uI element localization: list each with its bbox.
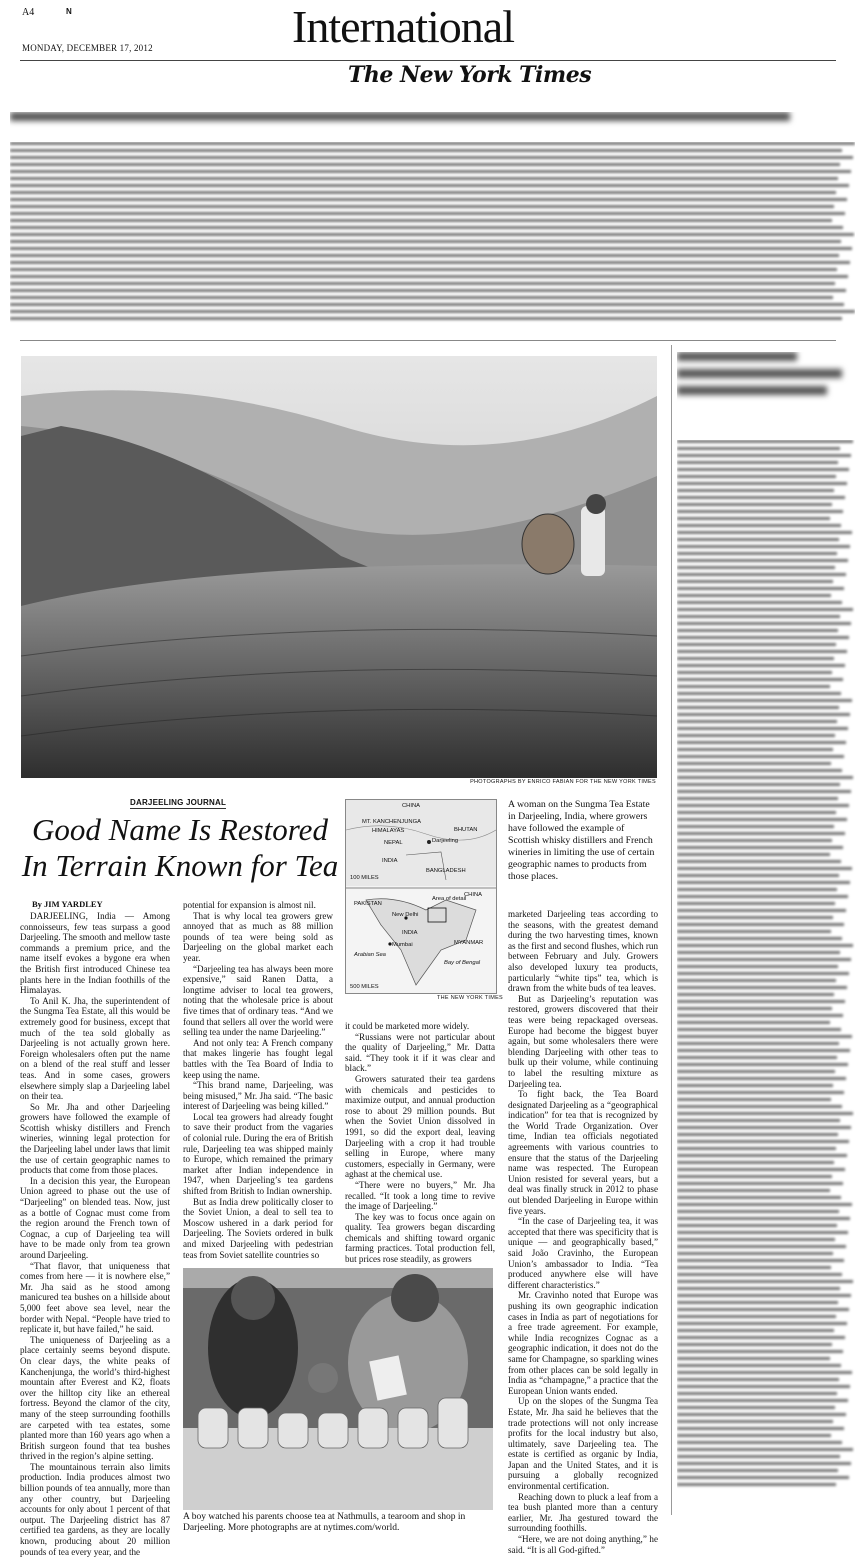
blurred-line <box>10 149 842 152</box>
blurred-line <box>677 1084 833 1087</box>
blurred-line <box>677 1035 852 1038</box>
tea-shop-photo <box>183 1268 493 1510</box>
byline: By JIM YARDLEY <box>32 899 103 909</box>
map-label: MT. KANCHENJUNGA <box>362 819 421 825</box>
blurred-line <box>677 657 834 660</box>
blurred-line <box>677 713 850 716</box>
map-label: INDIA <box>382 858 398 864</box>
blurred-line <box>10 226 843 229</box>
blurred-line <box>677 727 848 730</box>
article-column-1 <box>20 911 170 1557</box>
article-paragraph: That is why local tea growers grew annoyed that as much as 88 million pounds of tea were being sold as Darjeeling on the global market each year. <box>183 910 333 963</box>
blurred-line <box>677 993 834 996</box>
blurred-line <box>677 1427 844 1430</box>
tea-shop-image <box>183 1268 493 1510</box>
article-paragraph: The key was to focus once again on quality. Tea growers began discarding chemicals and shifting toward organic farming practices. Total production fell, but prices rose steadily, as growers <box>345 1211 495 1265</box>
blurred-line <box>677 580 833 583</box>
blurred-line <box>10 163 840 166</box>
blurred-line <box>677 1021 830 1024</box>
blurred-line <box>677 1420 833 1423</box>
blurred-line <box>677 1259 844 1262</box>
blurred-line <box>677 1133 838 1136</box>
article-paragraph: To Anil K. Jha, the superintendent of the Sungma Tea Estate, all this would be extremely good for business, except that much of the tea sold globally as Darjeeling is not actually grown here. Foreign wholesalers often put the name on a blend of the real stuff and lesser teas. And in some cases, growers elsewhere simply slap a Darjeeling label on their tea. <box>20 995 170 1102</box>
map-label: Bay of Bengal <box>444 960 481 966</box>
blurred-line <box>10 156 853 159</box>
edition-mark: N <box>66 7 72 16</box>
map-label: CHINA <box>402 803 421 809</box>
blurred-line <box>677 482 847 485</box>
blurred-line <box>10 191 836 194</box>
photo-credit: PHOTOGRAPHS BY ENRICO FABIAN FOR THE NEW YORK TIMES <box>470 779 656 785</box>
blurred-line <box>677 1140 849 1143</box>
article-paragraph: “Darjeeling tea has always been more expensive,” said Ranen Datta, a longtime adviser to local tea growers, noting that the wholesale price is about five times that of ordinary teas. “And we found that sellers all over the world were selling tea under the name Darjeeling.” <box>183 963 333 1038</box>
blurred-line <box>677 902 835 905</box>
blurred-line <box>677 1448 853 1451</box>
blurred-line <box>677 1455 840 1458</box>
article-paragraph: potential for expansion is almost nil. <box>183 900 316 910</box>
blurred-line <box>677 804 849 807</box>
blurred-line <box>677 608 853 611</box>
blurred-line <box>677 916 833 919</box>
blurred-line <box>677 839 832 842</box>
article-paragraph: “In the case of Darjeeling tea, it was accepted that there was specificity that is unique — and geographically based,” said João Cravinho, the European Union’s ambassador to India. “Tea produced anywhere else will have different characteristics.” <box>508 1216 658 1290</box>
blurred-line <box>10 282 835 285</box>
blurred-line <box>677 1000 845 1003</box>
article-paragraph: “Russians were not particular about the quality of Darjeeling,” Mr. Datta said. “They took it if it was clear and black.” <box>345 1031 495 1074</box>
blurred-line <box>677 517 830 520</box>
blurred-line <box>677 979 836 982</box>
blurred-line <box>677 1252 833 1255</box>
article-paragraph: DARJEELING, India — Among connoisseurs, few teas surpass a good Darjeeling. The smooth and mellow taste commands a premium price, and the name itself evokes a bygone era when the British first introduced Chinese tea plants here in the Indian foothills of the Himalayas. <box>20 911 170 996</box>
locator-map <box>345 799 497 994</box>
blurred-line <box>677 538 839 541</box>
blurred-line <box>677 1182 843 1185</box>
article-paragraph: “That flavor, that uniqueness that comes from here — it is nowhere else,” Mr. Jha said as he stood among manicured tea bushes on a hillside about 5,000 feet above sea level, near the border with Nepal. “People have tried to replicate it, but have failed,” he said. <box>20 1260 170 1335</box>
blurred-line <box>677 1378 839 1381</box>
article-paragraph: it could be marketed more widely. <box>345 1021 470 1031</box>
blurred-line <box>677 1091 844 1094</box>
blurred-line <box>677 671 832 674</box>
blurred-line <box>677 1014 843 1017</box>
article-paragraph: Reaching down to pluck a leaf from a tea bush planted more than a century earlier, Mr. Jha gestured toward the surrounding foothills. <box>508 1491 658 1534</box>
blurred-line <box>10 310 855 313</box>
blurred-line <box>10 198 847 201</box>
blurred-line <box>677 853 830 856</box>
blurred-line <box>677 1308 849 1311</box>
blurred-line <box>677 545 850 548</box>
article-column-3 <box>345 1021 495 1265</box>
blurred-line <box>10 296 833 299</box>
blurred-line <box>677 1476 849 1479</box>
map-label: NEPAL <box>384 840 403 846</box>
blurred-line <box>677 622 851 625</box>
blurred-line <box>677 636 849 639</box>
blurred-line <box>677 1189 830 1192</box>
blurred-line <box>677 1168 845 1171</box>
blurred-line <box>677 1434 831 1437</box>
blurred-line <box>677 909 846 912</box>
blurred-line <box>677 475 836 478</box>
blurred-line <box>677 1119 840 1122</box>
blurred-line <box>677 1245 846 1248</box>
blurred-line <box>10 289 846 292</box>
blurred-line <box>677 1007 832 1010</box>
blurred-line <box>677 1392 837 1395</box>
blurred-line <box>677 629 838 632</box>
blurred-line <box>677 601 842 604</box>
blurred-line <box>677 1203 852 1206</box>
map-label: New Delhi <box>392 912 419 918</box>
article-paragraph: So Mr. Jha and other Darjeeling growers have followed the example of Scottish whisky distillers and French wineries, winning legal protection for the Darjeeling label under laws that limit the use of certain geographic names to products that come from those places. <box>20 1101 170 1176</box>
blurred-line <box>10 219 832 222</box>
blurred-line <box>677 846 843 849</box>
blurred-line <box>677 1315 836 1318</box>
blurred-line <box>677 825 834 828</box>
blurred-line <box>677 1329 834 1332</box>
blurred-line <box>677 1280 853 1283</box>
tea-shop-caption: A boy watched his parents choose tea at Nathmulls, a tearoom and shop in Darjeeling. More photographs are at nytimes.com/world. <box>183 1512 466 1533</box>
blurred-line <box>677 930 831 933</box>
map-label: Arabian Sea <box>354 952 386 958</box>
blurred-line <box>677 965 838 968</box>
blurred-line <box>677 1098 831 1101</box>
article-paragraph: Mr. Cravinho noted that Europe was pushing its own geographic indication cases in India as part of negotiations for a free trade agreement. For example, while India recognizes Cognac as a geographic indication, it does not do the same for Champagne, so sparkling wines from other places can be sold legally in India as “champagne,” a practice that the European Union wants ended. <box>508 1290 658 1396</box>
article-paragraph: In a decision this year, the European Union agreed to phase out the use of “Darjeeling” on blended teas. Now, just as a bottle of Cognac must come from the region around the French town of Cognac, a cup of Darjeeling tea will have to be made only from tea grown around Darjeeling. <box>20 1175 170 1260</box>
article-paragraph: To fight back, the Tea Board designated Darjeeling as a “geographical indication” for tea that is recognized by the World Trade Organization. Over time, Indian tea officials negotiated agreements with various countries to ensure that the status of the Darjeeling name was respected. The European Union resisted for several years, but a deal was finally struck in 2012 to phase out blended Darjeeling in Europe within five years. <box>508 1089 658 1216</box>
map-label: PAKISTAN <box>354 901 382 907</box>
blurred-line <box>677 776 853 779</box>
blurred-line <box>677 1336 845 1339</box>
masthead: The New York Times <box>348 62 592 88</box>
map-label: Area of detail <box>432 896 467 902</box>
article-column-2 <box>183 900 333 1260</box>
blurred-line <box>10 240 841 243</box>
blurred-line <box>10 233 854 236</box>
blurred-line <box>677 692 841 695</box>
blurred-line <box>677 972 849 975</box>
blurred-line <box>10 142 855 145</box>
blurred-line <box>677 1105 842 1108</box>
blurred-line <box>677 1385 850 1388</box>
blurred-article-text <box>10 142 855 328</box>
blurred-line <box>677 664 845 667</box>
blurred-line <box>677 1126 851 1129</box>
blurred-line <box>677 769 842 772</box>
blurred-line <box>10 170 851 173</box>
map-label: INDIA <box>402 930 418 936</box>
blurred-line <box>677 678 843 681</box>
map-label: 100 MILES <box>350 875 379 881</box>
blurred-line <box>10 303 844 306</box>
blurred-line <box>677 937 842 940</box>
map-label: Mumbai <box>392 942 413 948</box>
blurred-line <box>677 503 832 506</box>
section-rule <box>20 340 836 341</box>
blurred-line <box>677 685 830 688</box>
blurred-line <box>677 797 838 800</box>
blurred-line <box>677 811 836 814</box>
article-paragraph: But as India drew politically closer to the Soviet Union, a deal to sell tea to Moscow ushered in a dark period for Darjeeling. The Soviets ordered in bulk and mixed Darjeeling with pedestrian teas from Soviet satellite countries so <box>183 1196 333 1260</box>
blurred-line <box>10 212 845 215</box>
blurred-line <box>677 1483 836 1486</box>
article-paragraph: The uniqueness of Darjeeling as a place certainly seems beyond dispute. On clear days, the white peaks of Kanchenjunga, the world’s third-highest mountain after Everest and K2, floats over the hilltop city like an ethereal fortress. Beyond the clamor of the city, many of the steep surrounding foothills are carpeted with tea estates, some planted more than 160 years ago when a British surgeon found that tea bushes thrived in the region’s alpine setting. <box>20 1334 170 1462</box>
blurred-line <box>677 706 839 709</box>
blurred-line <box>677 1077 846 1080</box>
blurred-line <box>677 559 848 562</box>
article-paragraph: The mountainous terrain also limits production. India produces almost two billion pounds of tea annually, more than any other country, but Darjeeling accounts for only about 1 percent of that output. The Darjeeling district has 87 certified tea gardens, as they are locally known, producing about 20 million pounds of tea every year, and the <box>20 1461 170 1557</box>
blurred-line <box>677 1273 842 1276</box>
blurred-line <box>677 454 851 457</box>
blurred-line <box>677 1231 848 1234</box>
map-credit: THE NEW YORK TIMES <box>437 995 504 1001</box>
blurred-line <box>677 790 851 793</box>
article-column-4 <box>508 909 658 1555</box>
blurred-line <box>677 594 831 597</box>
blurred-line <box>677 986 847 989</box>
blurred-line <box>677 510 843 513</box>
blurred-line <box>677 1210 839 1213</box>
blurred-line <box>677 1028 841 1031</box>
blurred-line <box>677 1112 853 1115</box>
blurred-line <box>677 762 831 765</box>
blurred-line <box>677 1154 847 1157</box>
blurred-line <box>677 1238 835 1241</box>
blurred-line <box>677 888 837 891</box>
article-paragraph: Growers saturated their tea gardens with chemicals and pesticides to maximize output, and annual production rose to about 29 million pounds. But when the Soviet Union dissolved in 1991, so did the export deal, leaving Darjeeling with a crop it had trouble selling in Europe, where many customers, especially in Germany, were aghast at the chemical use. <box>345 1073 495 1180</box>
blurred-line <box>677 1462 851 1465</box>
blurred-line <box>677 1406 835 1409</box>
blurred-line <box>677 524 841 527</box>
blurred-line <box>677 818 847 821</box>
blurred-line <box>677 755 844 758</box>
blurred-line <box>677 720 837 723</box>
blurred-line <box>677 1294 851 1297</box>
blurred-line <box>677 1413 846 1416</box>
blurred-line <box>677 1063 848 1066</box>
blurred-line <box>677 1056 837 1059</box>
blurred-line <box>677 615 840 618</box>
blurred-line <box>677 832 845 835</box>
blurred-line <box>677 1224 837 1227</box>
blurred-line <box>677 734 835 737</box>
article-paragraph: And not only tea: A French company that makes lingerie has fought legal battles with the Tea Board of India to keep using the name. <box>183 1037 333 1080</box>
tea-estate-photo <box>21 356 657 778</box>
blurred-line <box>677 1049 850 1052</box>
blurred-headline <box>10 112 855 132</box>
map-label: CHINA <box>464 892 483 898</box>
blurred-line <box>677 741 846 744</box>
blurred-line <box>677 587 844 590</box>
blurred-line <box>677 1287 840 1290</box>
blurred-line <box>10 254 839 257</box>
article-paragraph: “Here, we are not doing anything,” he said. “It is all God-gifted.” <box>508 1534 658 1555</box>
blurred-line <box>677 531 852 534</box>
blurred-line <box>677 1147 836 1150</box>
blurred-line <box>677 923 844 926</box>
blurred-line <box>677 699 852 702</box>
map-label: BANGLADESH <box>426 868 466 874</box>
article-paragraph: “This brand name, Darjeeling, was being misused,” Mr. Jha said. “The basic interest of Darjeeling was being killed.” <box>183 1080 333 1112</box>
main-photo <box>21 356 657 778</box>
blurred-line <box>677 1322 847 1325</box>
blurred-line <box>10 268 837 271</box>
blurred-sidebar-text <box>677 440 855 1515</box>
blurred-line <box>677 1343 832 1346</box>
header-rule <box>20 60 836 61</box>
blurred-line <box>677 1161 834 1164</box>
blurred-line <box>10 317 842 320</box>
blurred-line <box>677 440 853 443</box>
blurred-line <box>677 566 835 569</box>
sidebar-divider <box>671 345 672 1515</box>
blurred-line <box>677 496 845 499</box>
map-label: HIMALAYAS <box>372 828 405 834</box>
blurred-line <box>10 205 834 208</box>
blurred-line <box>10 275 848 278</box>
blurred-line <box>677 944 853 947</box>
blurred-line <box>677 867 852 870</box>
blurred-line <box>677 1042 839 1045</box>
blurred-line <box>677 1357 830 1360</box>
blurred-line <box>677 1441 842 1444</box>
blurred-line <box>677 461 838 464</box>
blurred-line <box>677 489 834 492</box>
map-label: 500 MILES <box>350 984 379 990</box>
blurred-line <box>10 177 838 180</box>
article-paragraph: Up on the slopes of the Sungma Tea Estate, Mr. Jha said he believes that the trade protections will not only increase profits for the local industry but also, ultimately, save Darjeeling tea. The estate is certified as organic by India, Japan and the United States, and it is pursuing a globally recognized environmental certification. <box>508 1396 658 1492</box>
blurred-line <box>677 874 839 877</box>
article-paragraph: marketed Darjeeling teas according to the seasons, with the greatest demand during the two harvesting times, known as the first and second flushes, which run between February and July. Growers also developed luxury tea products, particularly “white tips” tea, which is drawn from the white buds of tea leaves. <box>508 909 659 994</box>
blurred-line <box>677 643 836 646</box>
blurred-line <box>677 860 841 863</box>
main-photo-caption: A woman on the Sungma Tea Estate in Darjeeling, India, where growers have followed the example of Scottish whisky distillers and French wineries in limiting the use of certain geographic names to products from those places. <box>508 799 655 882</box>
blurred-line <box>677 468 849 471</box>
article-paragraph: But as Darjeeling’s reputation was restored, growers discovered that their teas were being repackaged overseas. Europe had become the biggest buyer again, but some wholesalers there were blending Darjeeling with other teas to bulk up their volume, while continuing to label the resulting mixture as Darjeeling tea. <box>508 993 658 1089</box>
blurred-line <box>677 958 851 961</box>
blurred-line <box>10 261 850 264</box>
blurred-sidebar-heading <box>677 352 857 432</box>
blurred-line <box>677 1350 843 1353</box>
blurred-line <box>10 247 852 250</box>
page-number: A4 <box>22 7 35 18</box>
blurred-line <box>10 184 849 187</box>
blurred-line <box>677 1469 838 1472</box>
blurred-line <box>677 1266 831 1269</box>
blurred-line <box>677 1196 841 1199</box>
blurred-line <box>677 447 840 450</box>
kicker: DARJEELING JOURNAL <box>130 798 227 807</box>
blurred-line <box>677 783 840 786</box>
article-paragraph: Local tea growers had already fought to save their product from the vagaries of colonial rule. During the era of British rule, Darjeeling tea was shipped mainly to Europe, which remained the primary market after Indian independence in 1947, when Darjeeling’s tea gardens shifted from British to Indian ownership. <box>183 1111 333 1197</box>
blurred-line <box>677 552 837 555</box>
blurred-line <box>677 1371 852 1374</box>
dateline: MONDAY, DECEMBER 17, 2012 <box>22 43 153 53</box>
blurred-line <box>677 1070 835 1073</box>
blurred-line <box>677 573 846 576</box>
blurred-line <box>677 748 833 751</box>
blurred-line <box>677 1364 841 1367</box>
section-title: International <box>292 1 515 52</box>
headline: Good Name Is Restored In Terrain Known for Tea <box>21 812 339 883</box>
map-label: BHUTAN <box>454 827 478 833</box>
blurred-line <box>677 1301 838 1304</box>
article-paragraph: “There were no buyers,” Mr. Jha recalled. “It took a long time to revive the image of Darjeeling.” <box>345 1179 495 1212</box>
blurred-line <box>677 881 850 884</box>
blurred-line <box>677 1399 848 1402</box>
blurred-line <box>677 895 848 898</box>
blurred-line <box>677 650 847 653</box>
map-label: Darjeeling <box>432 838 459 844</box>
blurred-line <box>677 1175 832 1178</box>
map-label: MYANMAR <box>454 940 484 946</box>
blurred-line <box>677 1217 850 1220</box>
blurred-line <box>677 951 840 954</box>
